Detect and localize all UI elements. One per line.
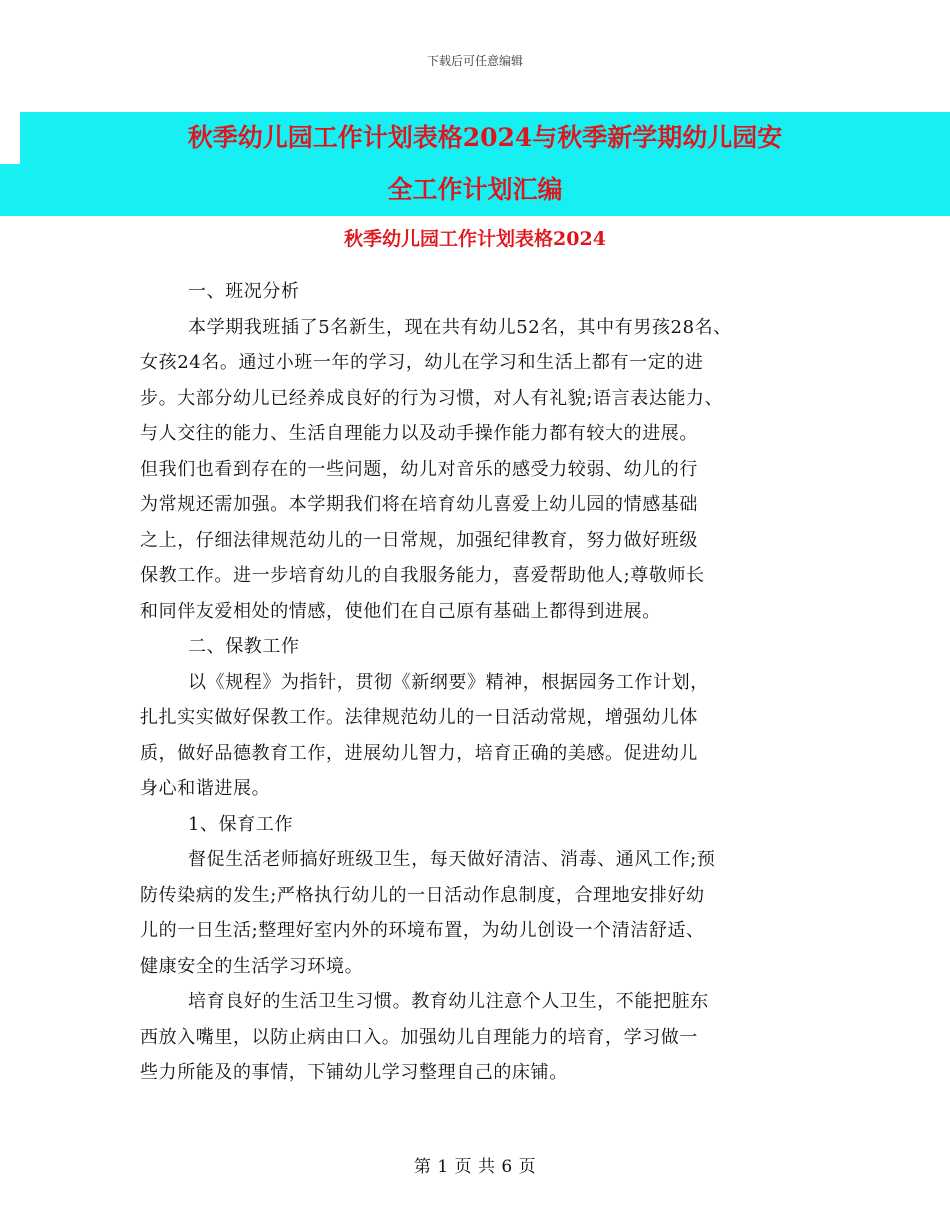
paragraph-line: 扎扎实实做好保教工作。法律规范幼儿的一日活动常规，增强幼儿体	[140, 707, 698, 728]
paragraph-line: 与人交往的能力、生活自理能力以及动手操作能力都有较大的进展。	[140, 423, 698, 444]
paragraph-line: 些力所能及的事情，下铺幼儿学习整理自己的床铺。	[140, 1062, 568, 1083]
paragraph-line: 保教工作。进一步培育幼儿的自我服务能力，喜爱帮助他人;尊敬师长	[140, 565, 705, 586]
document-title	[0, 112, 950, 216]
paragraph-line: 为常规还需加强。本学期我们将在培育幼儿喜爱上幼儿园的情感基础	[140, 494, 698, 515]
section-title: 秋季幼儿园工作计划表格2024	[344, 228, 606, 250]
paragraph-line: 儿的一日生活;整理好室内外的环境布置，为幼儿创设一个清洁舒适、	[140, 920, 705, 941]
paragraph-line: 培育良好的生活卫生习惯。教育幼儿注意个人卫生，不能把脏东	[188, 991, 709, 1012]
paragraph-line: 督促生活老师搞好班级卫生，每天做好清洁、消毒、通风工作;预	[188, 849, 716, 870]
page-number-footer: 第 1 页 共 6 页	[413, 1157, 537, 1177]
paragraph-line: 身心和谐进展。	[140, 778, 271, 799]
paragraph-line: 之上，仔细法律规范幼儿的一日常规，加强纪律教育，努力做好班级	[140, 529, 698, 551]
paragraph-line: 女孩24名。通过小班一年的学习，幼儿在学习和生活上都有一定的进	[140, 352, 704, 373]
title-line-2: 全工作计划汇编	[387, 175, 563, 204]
paragraph-line: 以《规程》为指针，贯彻《新纲要》精神，根据园务工作计划，	[188, 671, 709, 693]
heading-care-work: 1、保育工作	[188, 813, 294, 835]
paragraph-line: 防传染病的发生;严格执行幼儿的一日活动作息制度，合理地安排好幼	[140, 884, 705, 906]
document-body	[140, 274, 830, 1091]
paragraph-line: 质，做好品德教育工作，进展幼儿智力，培育正确的美感。促进幼儿	[140, 742, 698, 764]
paragraph-line: 健康安全的生活学习环境。	[140, 955, 364, 977]
paragraph-line: 西放入嘴里，以防止病由口入。加强幼儿自理能力的培育，学习做一	[140, 1026, 698, 1048]
header-note: 下载后可任意编辑	[426, 54, 523, 68]
paragraph-line: 本学期我班插了5名新生，现在共有幼儿52名，其中有男孩28名、	[188, 316, 732, 338]
paragraph-line: 步。大部分幼儿已经养成良好的行为习惯，对人有礼貌;语言表达能力、	[140, 387, 724, 409]
paragraph-line: 和同伴友爱相处的情感，使他们在自己原有基础上都得到进展。	[140, 600, 661, 622]
title-line-1: 秋季幼儿园工作计划表格2024与秋季新学期幼儿园安	[187, 123, 783, 152]
heading-care-education: 二、保教工作	[188, 636, 300, 657]
paragraph-line: 但我们也看到存在的一些问题，幼儿对音乐的感受力较弱、幼儿的行	[140, 458, 698, 480]
heading-class-analysis: 一、班况分析	[188, 281, 300, 302]
